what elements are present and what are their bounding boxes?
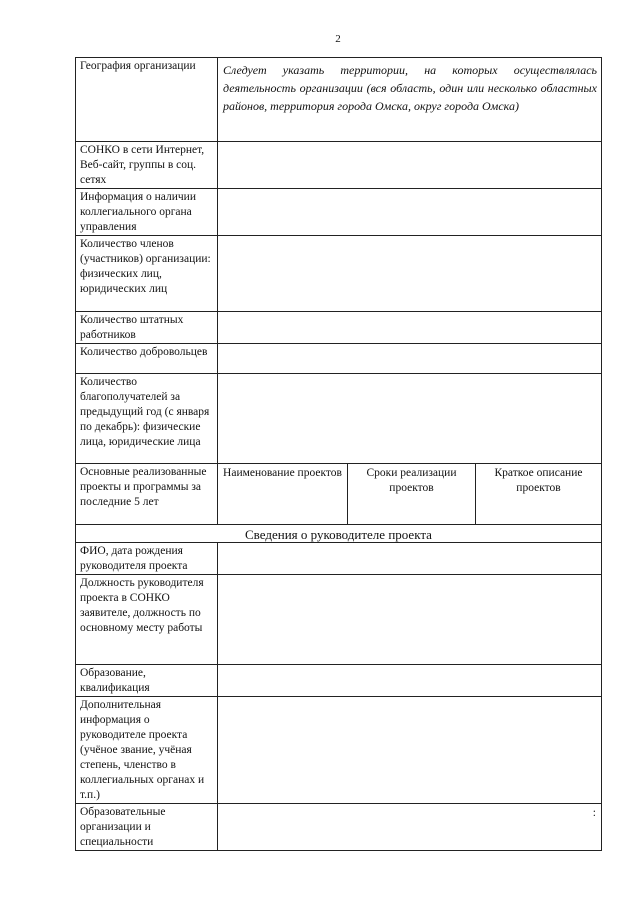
field-members[interactable]: [218, 236, 602, 312]
section-title-leader: Сведения о руководителе проекта: [76, 525, 602, 543]
field-board[interactable]: [218, 189, 602, 236]
row-volunteers: [76, 344, 602, 374]
label-volunteers: Количество добровольцев: [76, 344, 218, 374]
label-internet: СОНКО в сети Интернет, Веб-сайт, группы в соц. сетях: [76, 142, 218, 189]
row-leader-position: [76, 575, 602, 665]
label-projects: Основные реализованные проекты и программы за последние 5 лет: [76, 464, 218, 525]
row-leader-institutions: [76, 804, 602, 851]
label-leader-name: ФИО, дата рождения руководителя проекта: [76, 543, 218, 575]
field-leader-additional[interactable]: [218, 697, 602, 804]
label-leader-institutions: Образовательные организации и специальности: [76, 804, 218, 851]
label-members: Количество членов (участников) организации: физических лиц, юридических лиц: [76, 236, 218, 312]
row-leader-education: [76, 665, 602, 697]
col-project-description[interactable]: Краткое описание проектов: [476, 464, 602, 525]
field-leader-education[interactable]: [218, 665, 602, 697]
label-leader-additional: Дополнительная информация о руководителе проекта (учёное звание, учёная степень, членство в коллегиальных органах и т.п.): [76, 697, 218, 804]
field-leader-institutions[interactable]: :: [218, 804, 602, 851]
col-project-dates[interactable]: Сроки реализации проектов: [348, 464, 476, 525]
label-staff: Количество штатных работников: [76, 312, 218, 344]
row-projects: [76, 464, 602, 525]
row-board: [76, 189, 602, 236]
label-beneficiaries: Количество благополучателей за предыдущий год (с января по декабрь): физические лица, юридические лица: [76, 374, 218, 464]
row-beneficiaries: [76, 374, 602, 464]
page-number: 2: [335, 33, 341, 45]
field-volunteers[interactable]: [218, 344, 602, 374]
label-leader-education: Образование, квалификация: [76, 665, 218, 697]
label-leader-position: Должность руководителя проекта в СОНКО заявителе, должность по основному месту работы: [76, 575, 218, 665]
row-members: [76, 236, 602, 312]
row-geography: [76, 58, 602, 142]
row-section-leader: [76, 525, 602, 543]
row-leader-name: [76, 543, 602, 575]
application-form-table: [75, 57, 602, 851]
label-board: Информация о наличии коллегиального органа управления: [76, 189, 218, 236]
row-staff: [76, 312, 602, 344]
row-leader-additional: [76, 697, 602, 804]
field-beneficiaries[interactable]: [218, 374, 602, 464]
col-project-name[interactable]: Наименование проектов: [218, 464, 348, 525]
field-leader-position[interactable]: [218, 575, 602, 665]
field-staff[interactable]: [218, 312, 602, 344]
field-internet[interactable]: [218, 142, 602, 189]
hint-geography[interactable]: Следует указать территории, на которых осуществлялась деятельность организации (вся область, один или несколько областных районов, территория города Омска, округ города Омска): [218, 58, 602, 142]
row-internet: [76, 142, 602, 189]
field-leader-name[interactable]: [218, 543, 602, 575]
label-geography: География организации: [76, 58, 218, 142]
